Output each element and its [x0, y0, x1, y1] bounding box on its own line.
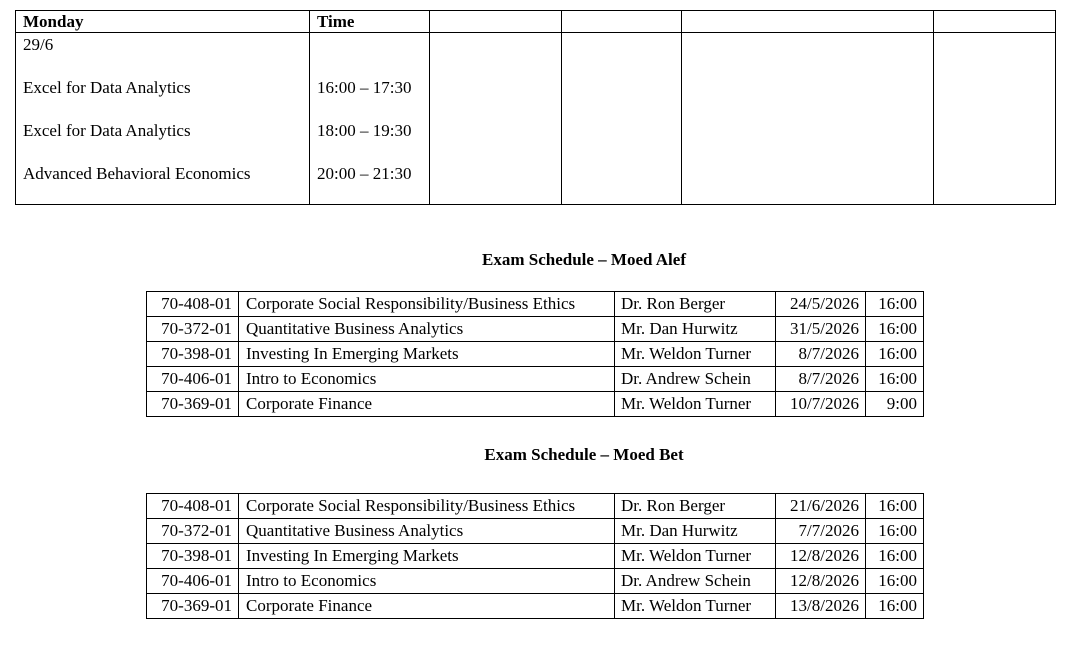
lecturer: Dr. Ron Berger [615, 494, 776, 519]
exam-time: 9:00 [866, 392, 924, 417]
course-name: Corporate Social Responsibility/Business Ethics [239, 494, 615, 519]
course-code: 70-398-01 [147, 544, 239, 569]
header-empty-4 [934, 11, 1056, 33]
exam-date: 10/7/2026 [776, 392, 866, 417]
course-code: 70-408-01 [147, 494, 239, 519]
course-code: 70-406-01 [147, 569, 239, 594]
exam-date: 24/5/2026 [776, 292, 866, 317]
exam-date: 7/7/2026 [776, 519, 866, 544]
exam-date: 12/8/2026 [776, 569, 866, 594]
header-day: Monday [16, 11, 310, 33]
table-row [147, 494, 924, 519]
course-code: 70-408-01 [147, 292, 239, 317]
empty-cell [562, 33, 682, 205]
moed-alef-table [146, 291, 924, 417]
course-code: 70-406-01 [147, 367, 239, 392]
session-course: Excel for Data Analytics [23, 78, 191, 97]
table-row [147, 292, 924, 317]
day-schedule-table [15, 10, 1056, 205]
session-time: 16:00 – 17:30 [317, 78, 412, 97]
table-row [147, 569, 924, 594]
table-row [147, 317, 924, 342]
lecturer: Dr. Ron Berger [615, 292, 776, 317]
course-column-cell [16, 33, 310, 205]
header-empty-2 [562, 11, 682, 33]
table-row [147, 594, 924, 619]
exam-time: 16:00 [866, 594, 924, 619]
exam-time: 16:00 [866, 519, 924, 544]
table-row [147, 367, 924, 392]
moed-alef-title: Exam Schedule – Moed Alef [482, 250, 686, 269]
lecturer: Mr. Weldon Turner [615, 342, 776, 367]
table-row [147, 342, 924, 367]
exam-date: 21/6/2026 [776, 494, 866, 519]
course-code: 70-369-01 [147, 594, 239, 619]
moed-bet-table [146, 493, 924, 619]
lecturer: Mr. Weldon Turner [615, 392, 776, 417]
lecturer: Mr. Dan Hurwitz [615, 519, 776, 544]
course-name: Investing In Emerging Markets [239, 544, 615, 569]
table-row [147, 392, 924, 417]
exam-time: 16:00 [866, 342, 924, 367]
course-name: Quantitative Business Analytics [239, 317, 615, 342]
exam-time: 16:00 [866, 367, 924, 392]
course-name: Intro to Economics [239, 367, 615, 392]
table-row [147, 519, 924, 544]
course-name: Intro to Economics [239, 569, 615, 594]
empty-cell [430, 33, 562, 205]
empty-cell [934, 33, 1056, 205]
lecturer: Mr. Dan Hurwitz [615, 317, 776, 342]
exam-time: 16:00 [866, 569, 924, 594]
session-course: Excel for Data Analytics [23, 121, 191, 140]
course-name: Quantitative Business Analytics [239, 519, 615, 544]
lecturer: Dr. Andrew Schein [615, 569, 776, 594]
header-time: Time [310, 11, 430, 33]
time-column-cell [310, 33, 430, 205]
lecturer: Dr. Andrew Schein [615, 367, 776, 392]
exam-time: 16:00 [866, 544, 924, 569]
course-name: Investing In Emerging Markets [239, 342, 615, 367]
exam-time: 16:00 [866, 494, 924, 519]
session-course: Advanced Behavioral Economics [23, 164, 251, 183]
exam-date: 8/7/2026 [776, 367, 866, 392]
course-code: 70-372-01 [147, 317, 239, 342]
session-time: 18:00 – 19:30 [317, 121, 412, 140]
empty-cell [682, 33, 934, 205]
course-code: 70-398-01 [147, 342, 239, 367]
moed-bet-title: Exam Schedule – Moed Bet [484, 445, 684, 464]
exam-date: 31/5/2026 [776, 317, 866, 342]
course-name: Corporate Social Responsibility/Business Ethics [239, 292, 615, 317]
exam-time: 16:00 [866, 317, 924, 342]
header-empty-1 [430, 11, 562, 33]
table-row [147, 544, 924, 569]
lecturer: Mr. Weldon Turner [615, 544, 776, 569]
header-empty-3 [682, 11, 934, 33]
course-name: Corporate Finance [239, 392, 615, 417]
exam-date: 13/8/2026 [776, 594, 866, 619]
lecturer: Mr. Weldon Turner [615, 594, 776, 619]
day-schedule-body-row [16, 33, 1056, 205]
course-code: 70-369-01 [147, 392, 239, 417]
day-schedule-header-row [16, 11, 1056, 33]
exam-date: 8/7/2026 [776, 342, 866, 367]
exam-time: 16:00 [866, 292, 924, 317]
course-name: Corporate Finance [239, 594, 615, 619]
session-time: 20:00 – 21:30 [317, 164, 412, 183]
date-label: 29/6 [23, 35, 54, 54]
course-code: 70-372-01 [147, 519, 239, 544]
exam-date: 12/8/2026 [776, 544, 866, 569]
